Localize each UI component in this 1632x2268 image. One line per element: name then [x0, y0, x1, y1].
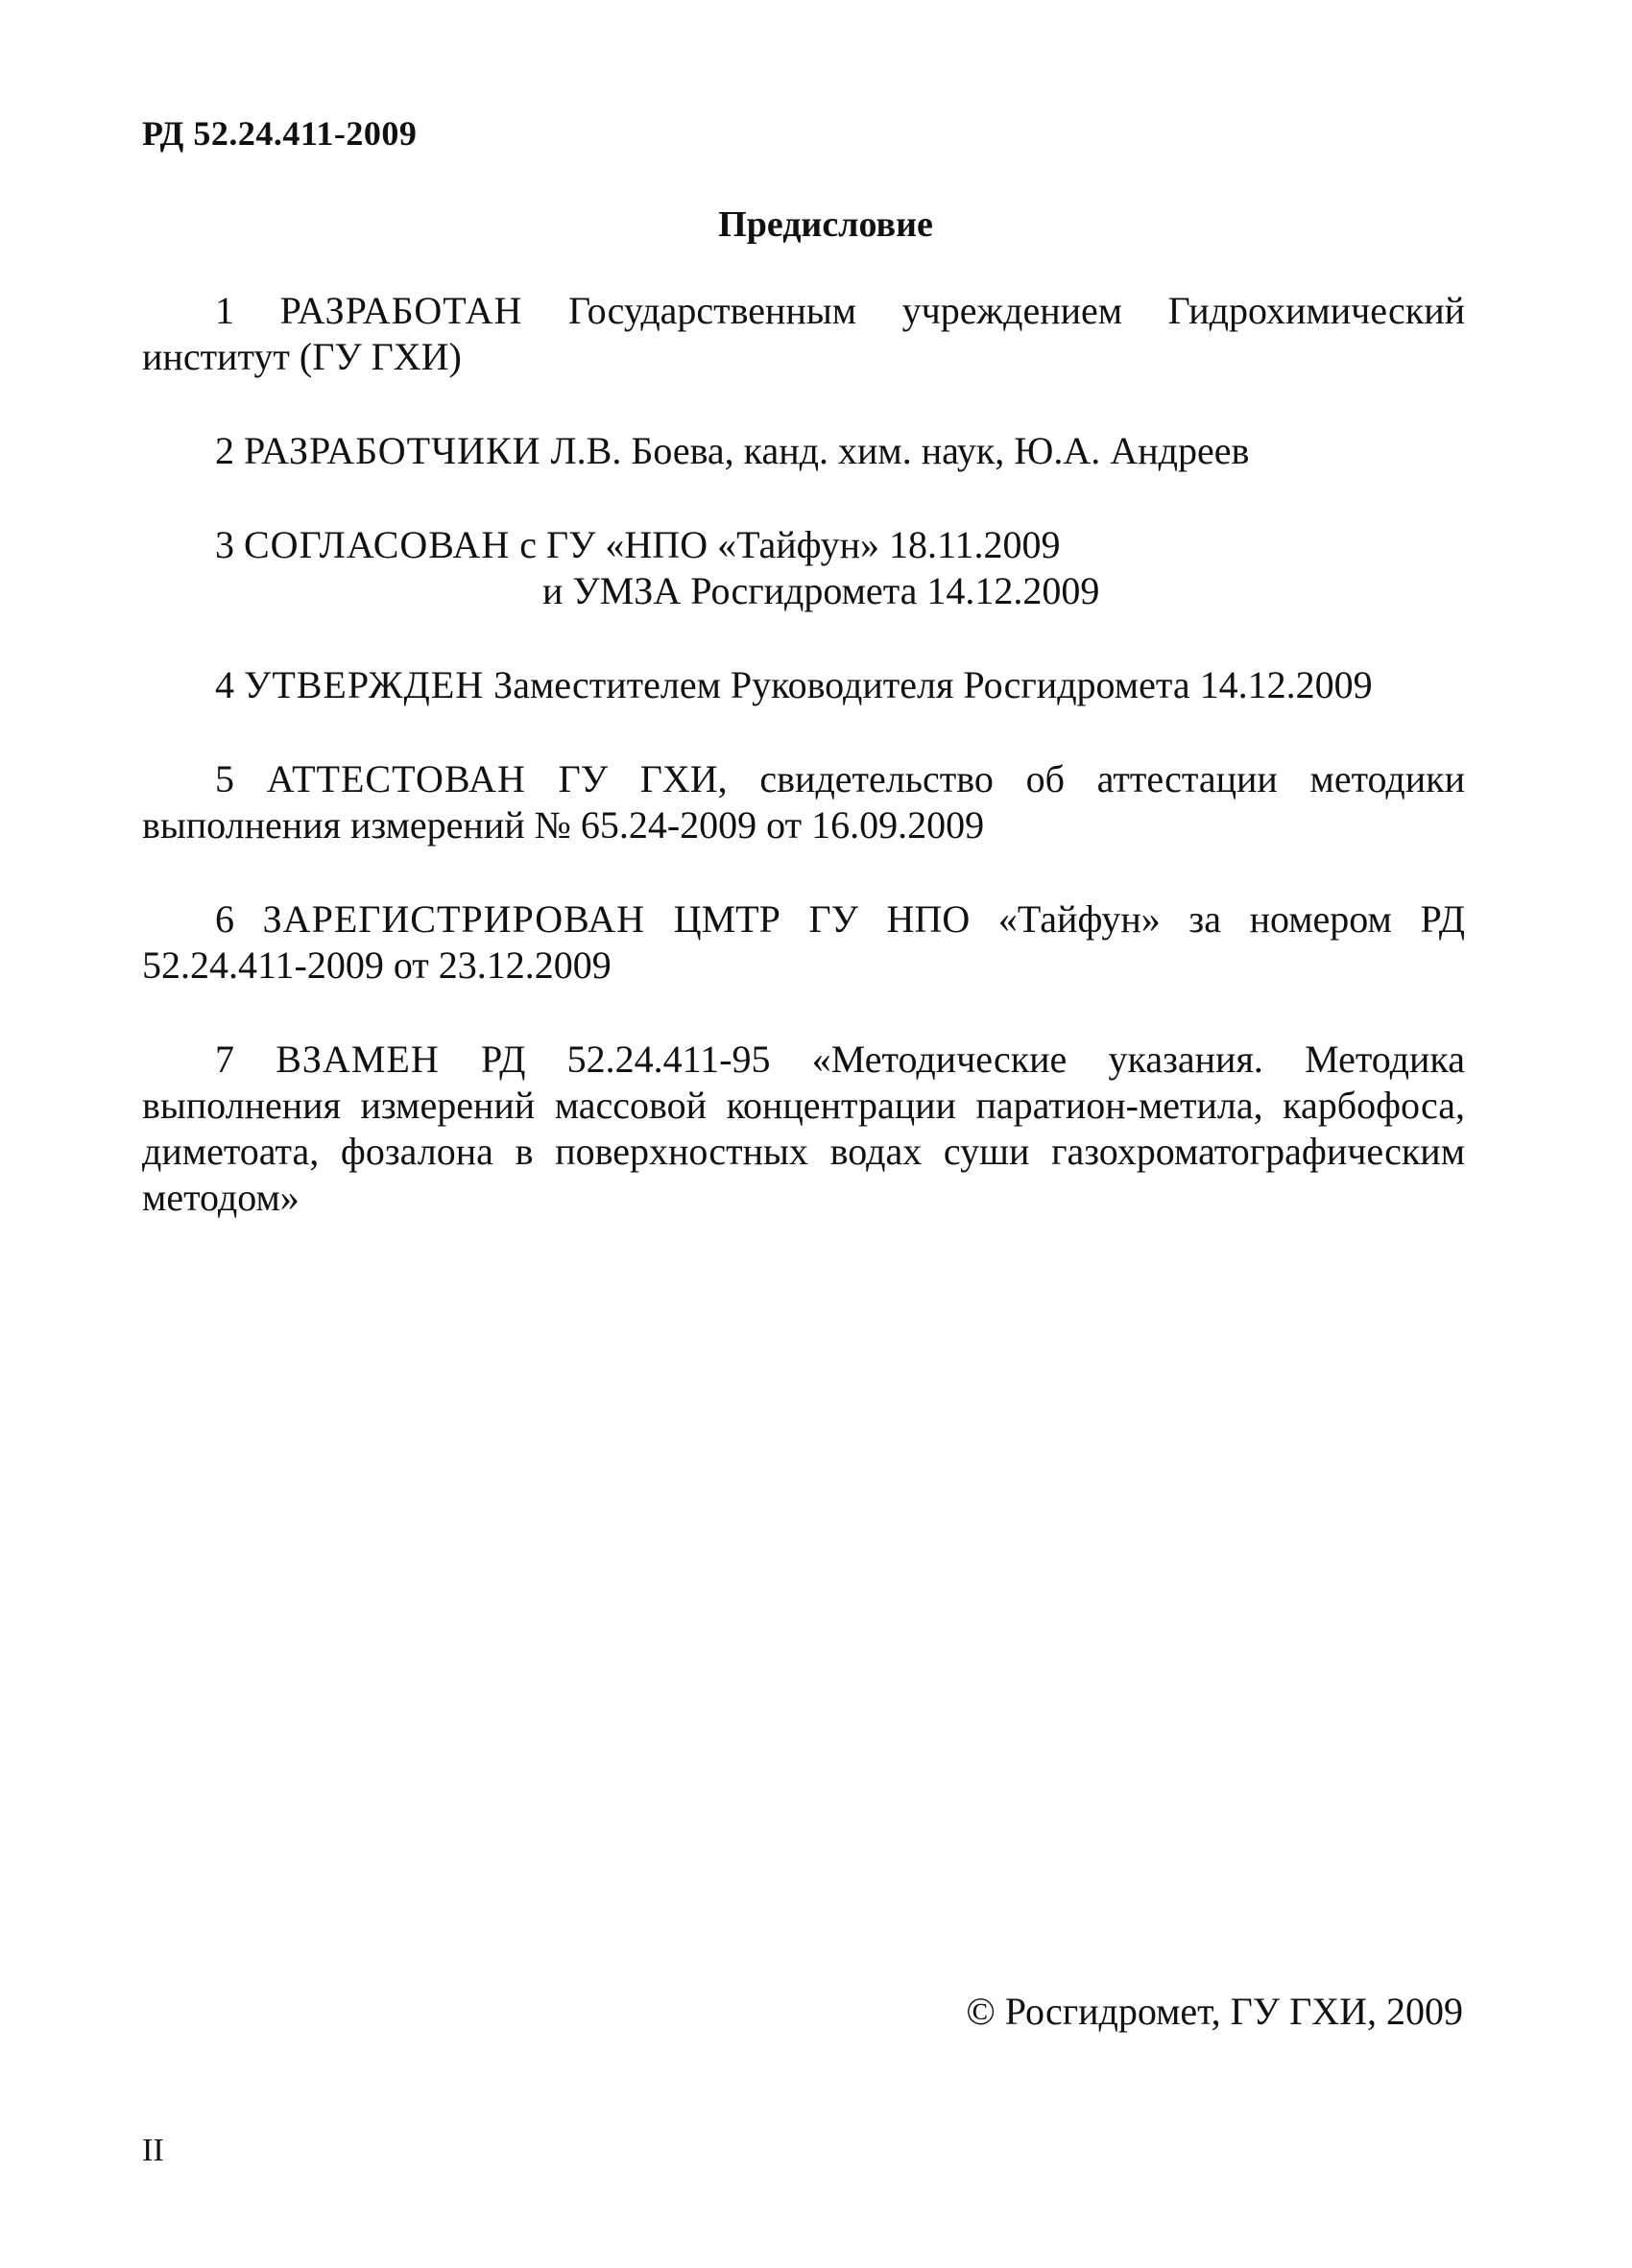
item-label: ВЗАМЕН — [276, 1038, 440, 1081]
item-text: РД 52.24.411-95 «Методические указания. Методика выполнения измерений массовой концентрации паратион-метила, карбофоса, диметоата, фозалона в поверхностных водах суши газохроматографическим методом» — [142, 1038, 1465, 1219]
item-number: 4 — [215, 663, 234, 706]
copyright-notice: © Росгидромет, ГУ ГХИ, 2009 — [966, 1990, 1463, 2033]
item-text: с ГУ «НПО «Тайфун» 18.11.2009 — [519, 523, 1061, 566]
item-number: 1 — [215, 289, 234, 332]
preface-list — [142, 288, 1465, 1269]
item-label: ЗАРЕГИСТРИРОВАН — [262, 897, 646, 941]
preface-item-replaces — [142, 1037, 1465, 1221]
page-number: II — [142, 2133, 164, 2168]
page-title: Предисловие — [718, 204, 933, 245]
item-text: Государственным учреждением Гидрохимический институт (ГУ ГХИ) — [142, 289, 1466, 378]
preface-item-certified — [142, 756, 1465, 848]
item-number: 3 — [215, 523, 234, 566]
preface-item-approved — [142, 662, 1465, 708]
preface-item-developers — [142, 428, 1465, 474]
item-text: ЦМТР ГУ НПО «Тайфун» за номером РД 52.24.411-2009 от 23.12.2009 — [142, 897, 1466, 987]
document-code: РД 52.24.411-2009 — [142, 114, 418, 153]
preface-item-agreed — [142, 522, 1465, 614]
item-number: 2 — [215, 429, 234, 472]
item-label: АТТЕСТОВАН — [266, 757, 526, 800]
preface-item-registered — [142, 896, 1465, 989]
item-label: УТВЕРЖДЕН — [244, 663, 485, 706]
item-number: 6 — [215, 897, 234, 941]
item-text-line2: и УМЗА Росгидромета 14.12.2009 — [542, 569, 1100, 612]
item-text: Л.В. Боева, канд. хим. наук, Ю.А. Андреев — [550, 429, 1250, 472]
item-number: 7 — [215, 1038, 234, 1081]
item-label: РАЗРАБОТЧИКИ — [244, 429, 541, 472]
item-label: СОГЛАСОВАН — [244, 523, 511, 566]
item-text: Заместителем Руководителя Росгидромета 14.12.2009 — [493, 663, 1373, 706]
preface-item-developed — [142, 288, 1465, 380]
item-text: ГУ ГХИ, свидетельство об аттестации методики выполнения измерений № 65.24-2009 от 16.09.2009 — [142, 757, 1466, 847]
item-label: РАЗРАБОТАН — [279, 289, 523, 332]
item-number: 5 — [215, 757, 234, 800]
